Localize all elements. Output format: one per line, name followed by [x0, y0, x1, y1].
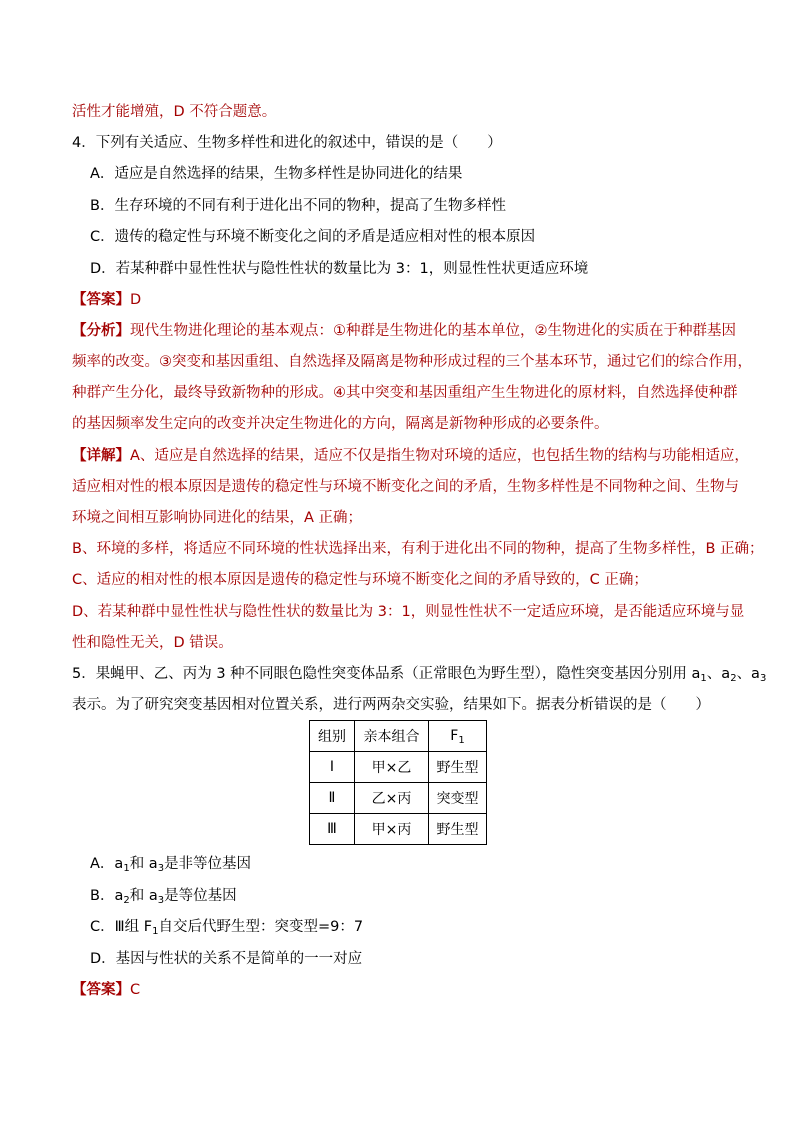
question-5-stem-line-1: 5．果蝇甲、乙、丙为 3 种不同眼色隐性突变体品系（正常眼色为野生型），隐性突变基因分别用 $a_1$、$a_2$、$a_3$ — [72, 666, 767, 684]
detail-tag: 【详解】 — [72, 448, 130, 464]
cross-results-table — [309, 720, 487, 845]
table-cell: 野生型 — [429, 752, 487, 783]
question-4-detail-line-3: 环境之间相互影响协同进化的结果，A 正确； — [72, 510, 363, 526]
answer-tag: 【答案】 — [72, 982, 130, 998]
table-cell: 甲×乙 — [355, 752, 429, 783]
question-4-analysis-line-1 — [72, 321, 736, 341]
answer-value: D — [130, 292, 142, 308]
table-row — [310, 783, 487, 814]
question-4-detail-line-1 — [72, 446, 749, 466]
question-4-stem: 4．下列有关适应、生物多样性和进化的叙述中，错误的是（ ） — [72, 135, 502, 151]
question-4-detail-line-6: D、若某种群中显性性状与隐性性状的数量比为 3：1，则显性性状不一定适应环境，是否能适应环境与显 — [72, 604, 745, 620]
table-cell: 野生型 — [429, 814, 487, 845]
table-row — [310, 814, 487, 845]
question-4-option-c: C．遗传的稳定性与环境不断变化之间的矛盾是适应相对性的根本原因 — [90, 229, 536, 245]
question-4-option-d: D．若某种群中显性性状与隐性性状的数量比为 3：1，则显性性状更适应环境 — [90, 261, 589, 277]
analysis-text: 现代生物进化理论的基本观点：①种群是生物进化的基本单位，②生物进化的实质在于种群基因 — [130, 323, 736, 339]
table-cell: Ⅱ — [310, 783, 355, 814]
question-4-analysis-line-3: 种群产生分化，最终导致新物种的形成。④其中突变和基因重组产生生物进化的原材料，自然选择使种群 — [72, 385, 738, 401]
table-header-row — [310, 721, 487, 752]
table-cell: 乙×丙 — [355, 783, 429, 814]
question-5-option-c: C．Ⅲ组 $F_1$自交后代野生型：突变型=9：7 — [90, 919, 364, 937]
question-5-answer — [72, 980, 140, 1000]
table-header-cell: 组别 — [310, 721, 355, 752]
question-4-option-a: A．适应是自然选择的结果，生物多样性是协同进化的结果 — [90, 166, 463, 182]
analysis-tag: 【分析】 — [72, 323, 130, 339]
detail-text: A、适应是自然选择的结果，适应不仅是指生物对环境的适应，也包括生物的结构与功能相适应， — [130, 448, 749, 464]
table-header-cell: $F_1$ — [429, 721, 487, 752]
table-cell: Ⅲ — [310, 814, 355, 845]
question-4-analysis-line-4: 的基因频率发生定向的改变并决定生物进化的方向，隔离是新物种形成的必要条件。 — [72, 416, 609, 432]
previous-answer-tail: 活性才能增殖，D 不符合题意。 — [72, 104, 277, 120]
question-4-option-b: B．生存环境的不同有利于进化出不同的物种，提高了生物多样性 — [90, 198, 506, 214]
table-header-cell: 亲本组合 — [355, 721, 429, 752]
answer-value: C — [130, 982, 141, 998]
question-4-analysis-line-2: 频率的改变。③突变和基因重组、自然选择及隔离是物种形成过程的三个基本环节，通过它们的综合作用， — [72, 354, 752, 370]
question-5-option-a: A．$a_1$和 $a_3$是非等位基因 — [90, 856, 252, 874]
answer-tag: 【答案】 — [72, 292, 130, 308]
question-4-detail-line-5: C、适应的相对性的根本原因是遗传的稳定性与环境不断变化之间的矛盾导致的，C 正确； — [72, 572, 648, 588]
table-cell: 突变型 — [429, 783, 487, 814]
table-cell: Ⅰ — [310, 752, 355, 783]
question-4-detail-line-4: B、环境的多样，将适应不同环境的性状选择出来，有利于进化出不同的物种，提高了生物多样性，B 正确； — [72, 541, 764, 557]
question-5-stem-line-2: 表示。为了研究突变基因相对位置关系，进行两两杂交实验，结果如下。据表分析错误的是（ ） — [72, 697, 710, 713]
table-row — [310, 752, 487, 783]
question-4-detail-line-2: 适应相对性的根本原因是遗传的稳定性与环境不断变化之间的矛盾，生物多样性是不同物种之间、生物与 — [72, 479, 739, 495]
question-5-option-b: B．$a_2$和 $a_3$是等位基因 — [90, 888, 237, 906]
table-cell: 甲×丙 — [355, 814, 429, 845]
question-5-option-d: D．基因与性状的关系不是简单的一一对应 — [90, 951, 363, 967]
question-4-answer — [72, 290, 141, 310]
question-4-detail-line-7: 性和隐性无关，D 错误。 — [72, 635, 233, 651]
